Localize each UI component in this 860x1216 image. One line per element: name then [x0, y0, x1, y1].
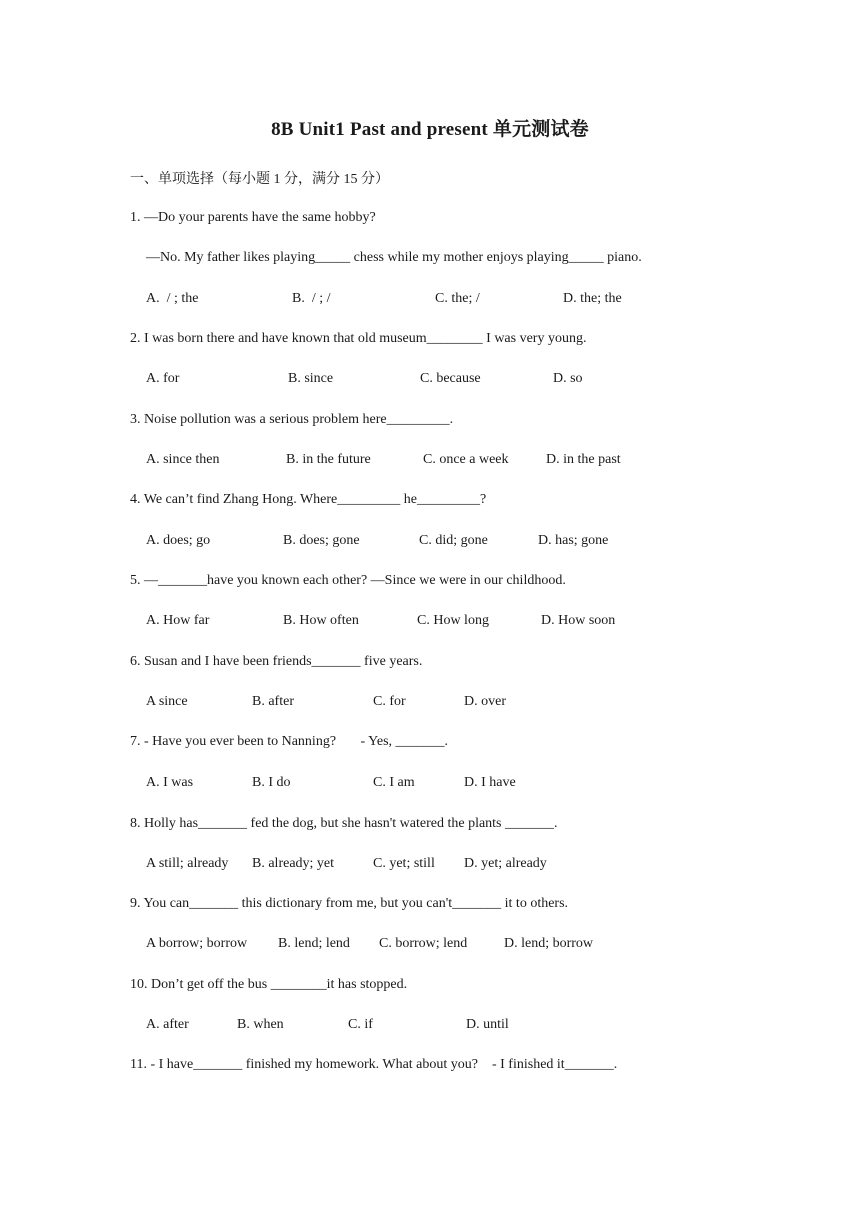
- question-6-stem: 6. Susan and I have been friends_______ five years.: [130, 654, 423, 669]
- question-4-option-d: D. has; gone: [538, 533, 609, 548]
- question-10-option-b: B. when: [237, 1017, 284, 1032]
- page-title: 8B Unit1 Past and present 单元测试卷: [271, 119, 589, 140]
- section-heading: 一、单项选择（每小题 1 分，满分 15 分）: [130, 172, 389, 187]
- question-1-option-a: A. / ; the: [146, 291, 199, 306]
- question-7-stem: 7. - Have you ever been to Nanning? - Yes, _______.: [130, 734, 449, 749]
- question-10-stem: 10. Don’t get off the bus ________it has stopped.: [130, 977, 408, 992]
- question-9-option-c: C. borrow; lend: [379, 936, 468, 951]
- question-2-option-a: A. for: [146, 371, 180, 386]
- question-9-option-a: A borrow; borrow: [146, 936, 248, 951]
- question-5-option-b: B. How often: [283, 613, 359, 628]
- question-8-option-c: C. yet; still: [373, 856, 435, 871]
- question-4-option-c: C. did; gone: [419, 533, 488, 548]
- question-6-option-c: C. for: [373, 694, 406, 709]
- question-3-option-b: B. in the future: [286, 452, 371, 467]
- question-6-option-a: A since: [146, 694, 188, 709]
- question-10-option-a: A. after: [146, 1017, 189, 1032]
- question-9-stem: 9. You can_______ this dictionary from me, but you can't_______ it to others.: [130, 896, 569, 911]
- question-7-option-b: B. I do: [252, 775, 291, 790]
- question-5-stem: 5. —_______have you known each other? —Since we were in our childhood.: [130, 573, 566, 588]
- question-9-option-d: D. lend; borrow: [504, 936, 594, 951]
- question-6-option-b: B. after: [252, 694, 294, 709]
- question-3-option-d: D. in the past: [546, 452, 621, 467]
- question-2-option-d: D. so: [553, 371, 583, 386]
- question-10-option-c: C. if: [348, 1017, 373, 1032]
- question-8-option-b: B. already; yet: [252, 856, 335, 871]
- question-9-option-b: B. lend; lend: [278, 936, 350, 951]
- question-2-option-c: C. because: [420, 371, 481, 386]
- question-4-option-b: B. does; gone: [283, 533, 360, 548]
- question-10-option-d: D. until: [466, 1017, 509, 1032]
- question-8-option-a: A still; already: [146, 856, 229, 871]
- question-7-option-d: D. I have: [464, 775, 516, 790]
- question-1-stem: 1. —Do your parents have the same hobby?: [130, 210, 376, 225]
- question-3-option-c: C. once a week: [423, 452, 509, 467]
- question-2-stem: 2. I was born there and have known that old museum________ I was very young.: [130, 331, 587, 346]
- question-2-option-b: B. since: [288, 371, 334, 386]
- question-4-stem: 4. We can’t find Zhang Hong. Where_________ he_________?: [130, 492, 487, 507]
- question-5-option-d: D. How soon: [541, 613, 616, 628]
- question-7-option-a: A. I was: [146, 775, 194, 790]
- question-4-option-a: A. does; go: [146, 533, 211, 548]
- question-5-option-c: C. How long: [417, 613, 489, 628]
- question-1-sub: —No. My father likes playing_____ chess while my mother enjoys playing_____ piano.: [146, 250, 642, 265]
- question-1-option-c: C. the; /: [435, 291, 480, 306]
- question-6-option-d: D. over: [464, 694, 506, 709]
- question-8-option-d: D. yet; already: [464, 856, 547, 871]
- question-5-option-a: A. How far: [146, 613, 210, 628]
- question-8-stem: 8. Holly has_______ fed the dog, but she hasn't watered the plants _______.: [130, 816, 558, 831]
- question-1-option-b: B. / ; /: [292, 291, 331, 306]
- question-11-stem: 11. - I have_______ finished my homework. What about you? - I finished it_______.: [130, 1057, 618, 1072]
- question-3-option-a: A. since then: [146, 452, 220, 467]
- question-3-stem: 3. Noise pollution was a serious problem here_________.: [130, 412, 454, 427]
- question-7-option-c: C. I am: [373, 775, 415, 790]
- question-1-option-d: D. the; the: [563, 291, 622, 306]
